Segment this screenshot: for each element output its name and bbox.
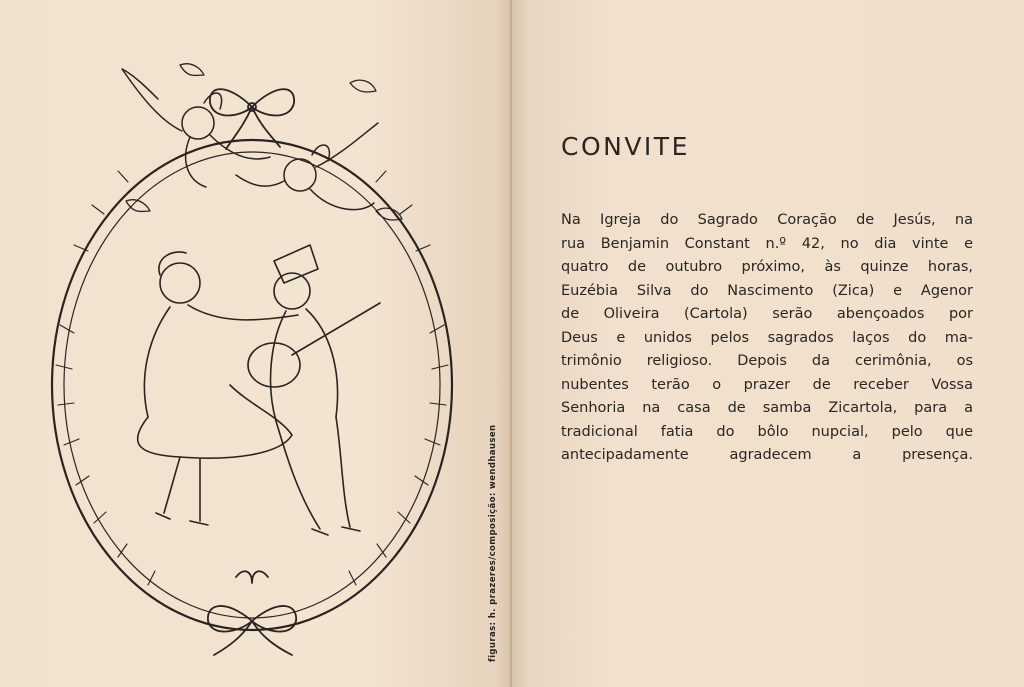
body-line: Deus e unidos pelos sagrados laços do ma- bbox=[561, 329, 973, 346]
body-line: Na Igreja do Sagrado Coração de Jesús, na bbox=[561, 212, 973, 228]
body-line: tradicional fatia do bôlo nupcial, pelo que bbox=[561, 423, 973, 440]
ribbon-wreath bbox=[52, 140, 452, 630]
cherub-right bbox=[236, 123, 378, 210]
body-line: quatro de outubro próximo, às quinze horas, bbox=[561, 259, 973, 275]
body-line: rua Benjamin Constant n.º 42, no dia vinte e bbox=[561, 235, 973, 252]
cherub-left bbox=[122, 69, 270, 187]
doves bbox=[126, 64, 402, 220]
invitation-body bbox=[561, 209, 973, 468]
body-line: nubentes terão o prazer de receber Vossa bbox=[561, 376, 973, 393]
body-line: Euzébia Silva do Nascimento (Zica) e Agenor bbox=[561, 282, 973, 299]
body-line: antecipadamente agradecem a presença. bbox=[561, 447, 973, 463]
body-line: trimônio religioso. Depois da cerimônia, os bbox=[561, 353, 973, 369]
body-line: de Oliveira (Cartola) serão abençoados por bbox=[561, 306, 973, 322]
illustration-dancing-couple bbox=[30, 25, 480, 665]
bottom-bow bbox=[208, 571, 296, 655]
body-line: Senhoria na casa de samba Zicartola, para a bbox=[561, 400, 973, 416]
invitation-title: CONVITE bbox=[561, 132, 690, 161]
man-with-guitar bbox=[248, 245, 380, 535]
illustration-credits: figuras: h. prazeres/composição: wendhausen bbox=[488, 424, 498, 662]
